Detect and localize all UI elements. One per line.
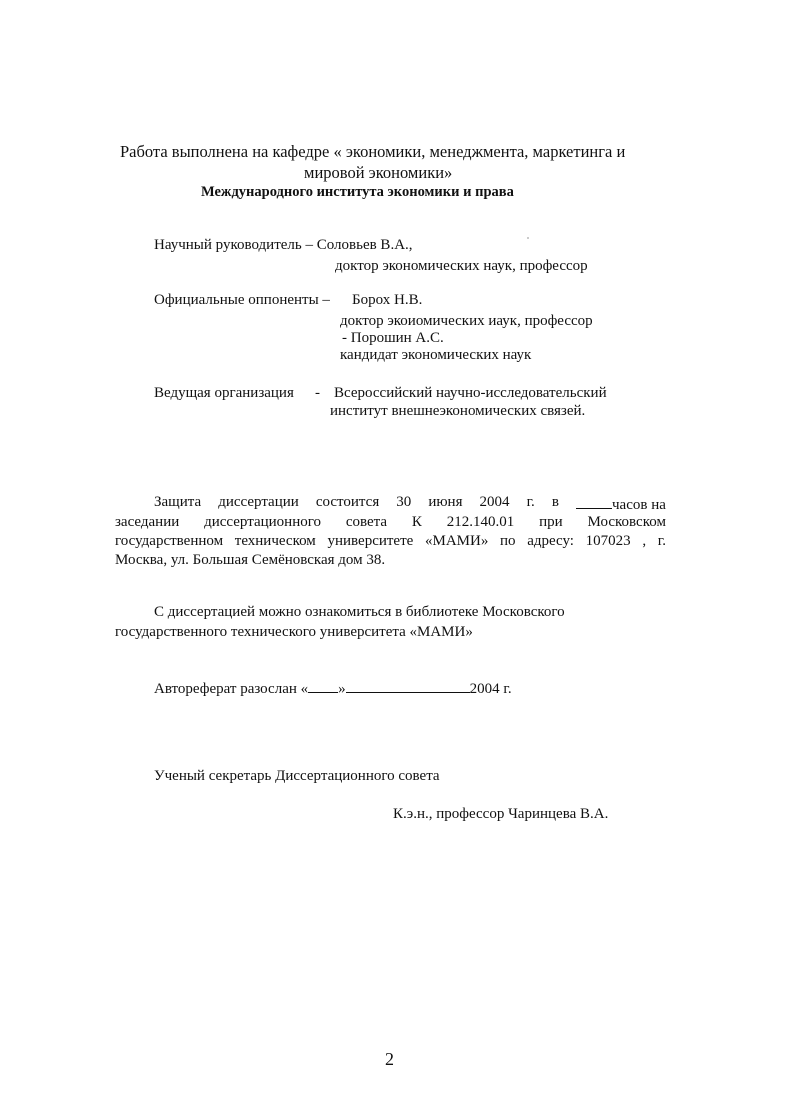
defense-word: состоится	[315, 494, 380, 510]
hour-blank	[576, 494, 612, 509]
lead-org-label: Ведущая организация	[154, 385, 294, 401]
defense-line-3	[115, 533, 666, 550]
opponent-1-degree: доктор экоиомических иаук, профессор	[340, 313, 593, 329]
advisor-degree: доктор экономических наук, профессор	[335, 258, 588, 274]
opponent-2-name: - Порошин А.С.	[342, 330, 444, 346]
header-line-2: мировой экономики»	[304, 163, 453, 182]
defense-word: при	[539, 514, 563, 530]
defense-word: ,	[642, 533, 647, 549]
header-line-1: Работа выполнена на кафедре « экономики, менеджмента, маркетинга и	[120, 142, 626, 161]
defense-word: диссертации	[218, 494, 299, 510]
defense-word: г.	[526, 494, 535, 510]
defense-word: 107023	[585, 533, 631, 549]
defense-word: К	[411, 514, 422, 530]
defense-word: в	[551, 494, 559, 510]
day-blank	[308, 678, 338, 693]
defense-word: 30	[396, 494, 412, 510]
defense-line-4: Москва, ул. Большая Семёновская дом 38.	[115, 552, 386, 568]
page-number: 2	[385, 1049, 394, 1069]
defense-word: по	[500, 533, 516, 549]
defense-word: совета	[345, 514, 388, 530]
defense-word: государственном	[115, 533, 224, 549]
sent-label: Автореферат разослан «	[154, 681, 309, 697]
defense-word: июня	[428, 494, 463, 510]
defense-line-1-end: часов на	[612, 497, 666, 513]
month-blank	[346, 678, 470, 693]
header-line-3: Международного института экономики и права	[201, 184, 514, 200]
defense-word: 212.140.01	[446, 514, 515, 530]
defense-line-1	[154, 494, 666, 514]
sent-line	[154, 678, 512, 698]
lead-org-line-2: институт внешнеэкономических связей.	[330, 403, 586, 419]
defense-word: Защита	[154, 494, 202, 510]
sent-year: 2004 г.	[469, 681, 512, 697]
defense-word: заседании	[115, 514, 180, 530]
library-line-2: государственного технического университета «МАМИ»	[115, 624, 473, 640]
defense-word: г.	[657, 533, 666, 549]
defense-time-field	[576, 494, 666, 514]
defense-word: Московском	[587, 514, 666, 530]
secretary-name: К.э.н., профессор Чаринцева В.А.	[393, 806, 609, 822]
defense-line-2	[115, 514, 666, 531]
scan-speck	[527, 237, 529, 239]
advisor-label: Научный руководитель – Соловьев В.А.,	[154, 237, 413, 253]
defense-word: диссертационного	[204, 514, 322, 530]
opponents-label: Официальные оппоненты –	[154, 292, 330, 308]
secretary-label: Ученый секретарь Диссертационного совета	[154, 768, 440, 784]
defense-word: «МАМИ»	[424, 533, 489, 549]
defense-word: техническом	[234, 533, 316, 549]
defense-word: 2004	[479, 494, 510, 510]
lead-org-dash: -	[315, 385, 320, 401]
lead-org-line-1: Всероссийский научно-исследовательский	[334, 385, 607, 401]
opponent-1-name: Борох Н.В.	[352, 292, 423, 308]
opponent-2-degree: кандидат экономических наук	[340, 347, 532, 363]
defense-word: университете	[327, 533, 414, 549]
sent-mid: »	[338, 681, 346, 697]
library-line-1: С диссертацией можно ознакомиться в библиотеке Московского	[154, 604, 565, 620]
defense-word: адресу:	[527, 533, 574, 549]
